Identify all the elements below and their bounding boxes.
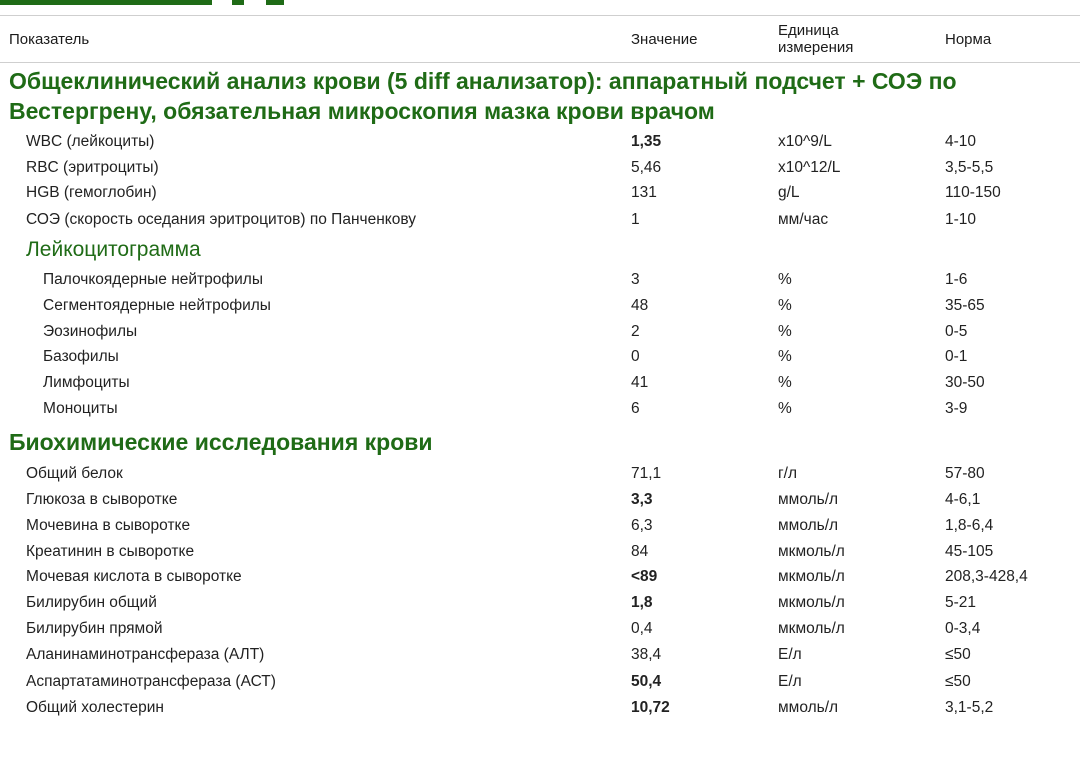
header-value: Значение: [631, 30, 698, 48]
heading-fragment-glyph: [266, 0, 284, 5]
row-unit: мкмоль/л: [778, 568, 845, 585]
heading-fragment-glyph: [232, 0, 244, 5]
section-title-blood-general-line2: Вестергрену, обязательная микроскопия мазка крови врачом: [9, 98, 715, 124]
row-unit: ммоль/л: [778, 517, 839, 534]
table-row: [0, 293, 1080, 319]
row-norm: 5-21: [945, 594, 977, 611]
row-norm: ≤50: [945, 646, 971, 663]
table-header: [0, 16, 1080, 62]
table-row: [0, 396, 1080, 422]
table-row: [0, 319, 1080, 345]
row-value: 1,8: [631, 594, 653, 611]
row-value: 6: [631, 400, 640, 417]
row-norm: ≤50: [945, 673, 971, 690]
table-row: [0, 344, 1080, 370]
table-row: [0, 590, 1080, 616]
row-name: Общий холестерин: [26, 699, 164, 716]
row-name: Мочевина в сыворотке: [26, 517, 191, 534]
header-divider: [0, 62, 1080, 63]
row-name: Моноциты: [43, 400, 118, 417]
row-unit: ммоль/л: [778, 491, 839, 508]
row-unit: %: [778, 323, 792, 340]
row-value: 5,46: [631, 159, 662, 176]
table-row: [0, 695, 1080, 721]
row-value: 41: [631, 374, 649, 391]
row-norm: 1-6: [945, 271, 968, 288]
row-norm: 0-3,4: [945, 620, 981, 637]
row-unit: %: [778, 297, 792, 314]
row-unit: мкмоль/л: [778, 543, 845, 560]
row-norm: 3-9: [945, 400, 968, 417]
row-unit: мкмоль/л: [778, 594, 845, 611]
row-norm: 3,1-5,2: [945, 699, 994, 716]
row-value: 50,4: [631, 673, 662, 690]
row-norm: 208,3-428,4: [945, 568, 1028, 585]
row-name: Креатинин в сыворотке: [26, 543, 195, 560]
row-value: 84: [631, 543, 649, 560]
row-value: 10,72: [631, 699, 670, 716]
table-row: [0, 207, 1080, 233]
table-row: [0, 487, 1080, 513]
row-value: 0,4: [631, 620, 653, 637]
cropped-heading-fragment: [0, 0, 290, 6]
section-title-blood-general-line1: Общеклинический анализ крови (5 diff анализатор): аппаратный подсчет + СОЭ по: [9, 68, 957, 94]
row-name: HGB (гемоглобин): [26, 184, 157, 201]
row-name: Лимфоциты: [43, 374, 130, 391]
table-row: [0, 267, 1080, 293]
table-row: [0, 616, 1080, 642]
row-norm: 45-105: [945, 543, 994, 560]
table-row: [0, 180, 1080, 206]
row-unit: %: [778, 271, 792, 288]
section-title-biochem: Биохимические исследования крови: [9, 429, 433, 455]
row-value: 48: [631, 297, 649, 314]
row-name: Палочкоядерные нейтрофилы: [43, 271, 263, 288]
table-row: [0, 669, 1080, 695]
row-unit: %: [778, 348, 792, 365]
row-unit: x10^12/L: [778, 159, 841, 176]
row-name: Билирубин прямой: [26, 620, 163, 637]
row-norm: 4-10: [945, 133, 977, 150]
header-unit: Единица измерения: [778, 22, 854, 56]
row-unit: Е/л: [778, 646, 802, 663]
row-unit: %: [778, 400, 792, 417]
row-name: Билирубин общий: [26, 594, 157, 611]
row-norm: 110-150: [945, 184, 1001, 201]
row-unit: ммоль/л: [778, 699, 839, 716]
heading-fragment-bar: [0, 0, 212, 5]
row-norm: 0-5: [945, 323, 968, 340]
table-row: [0, 129, 1080, 155]
row-name: Сегментоядерные нейтрофилы: [43, 297, 271, 314]
row-norm: 3,5-5,5: [945, 159, 994, 176]
row-norm: 4-6,1: [945, 491, 981, 508]
row-name: Мочевая кислота в сыворотке: [26, 568, 242, 585]
header-norm: Норма: [945, 30, 992, 48]
row-unit: g/L: [778, 184, 800, 201]
row-norm: 1,8-6,4: [945, 517, 994, 534]
row-value: 0: [631, 348, 640, 365]
table-row: [0, 370, 1080, 396]
table-row: [0, 564, 1080, 590]
header-indicator: Показатель: [9, 30, 90, 48]
row-value: 6,3: [631, 517, 653, 534]
section-title-leukogram: Лейкоцитограмма: [26, 238, 201, 261]
row-value: 1: [631, 211, 640, 228]
row-value: 3,3: [631, 491, 653, 508]
table-row: [0, 539, 1080, 565]
table-row: [0, 155, 1080, 181]
row-name: Базофилы: [43, 348, 119, 365]
table-row: [0, 513, 1080, 539]
table-row: [0, 642, 1080, 668]
row-value: 3: [631, 271, 640, 288]
row-unit: %: [778, 374, 792, 391]
row-value: <89: [631, 568, 658, 585]
row-norm: 35-65: [945, 297, 985, 314]
row-name: RBC (эритроциты): [26, 159, 159, 176]
row-unit: мкмоль/л: [778, 620, 845, 637]
row-unit: Е/л: [778, 673, 802, 690]
row-name: Эозинофилы: [43, 323, 138, 340]
row-unit: г/л: [778, 465, 798, 482]
row-norm: 30-50: [945, 374, 985, 391]
row-value: 71,1: [631, 465, 662, 482]
row-name: Общий белок: [26, 465, 123, 482]
row-value: 38,4: [631, 646, 662, 663]
row-name: Аспартатаминотрансфераза (АСТ): [26, 673, 276, 690]
table-row: [0, 461, 1080, 487]
row-value: 2: [631, 323, 640, 340]
row-name: Глюкоза в сыворотке: [26, 491, 178, 508]
row-norm: 0-1: [945, 348, 968, 365]
row-name: WBC (лейкоциты): [26, 133, 155, 150]
row-name: Аланинаминотрансфераза (АЛТ): [26, 646, 265, 663]
row-value: 1,35: [631, 133, 662, 150]
row-unit: мм/час: [778, 211, 829, 228]
row-norm: 1-10: [945, 211, 977, 228]
row-norm: 57-80: [945, 465, 985, 482]
row-value: 131: [631, 184, 657, 201]
row-unit: x10^9/L: [778, 133, 832, 150]
row-name: СОЭ (скорость оседания эритроцитов) по Панченкову: [26, 211, 416, 228]
